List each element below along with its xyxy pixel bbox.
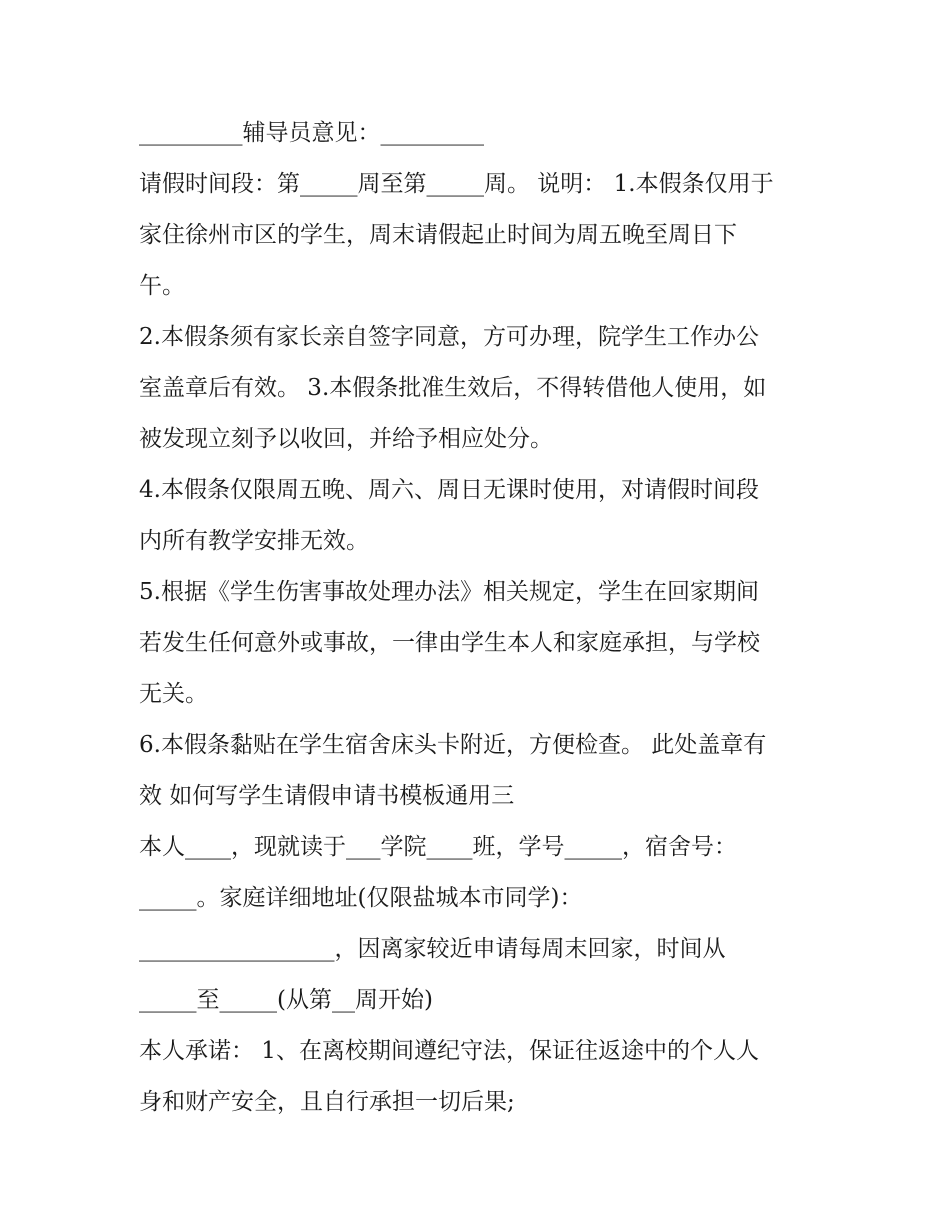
text-line: 2.本假条须有家长亲自签字同意，方可办理，院学生工作办公 <box>139 324 759 350</box>
text-line: 身和财产安全，且自行承担一切后果; <box>139 1089 515 1115</box>
text-line: 被发现立刻予以收回，并给予相应处分。 <box>139 426 553 452</box>
text-line: 5.根据《学生伤害事故处理办法》相关规定，学生在回家期间 <box>139 579 759 605</box>
text-line: 内所有教学安排无效。 <box>139 528 369 554</box>
text-line: _________________，因离家较近申请每周末回家，时间从 <box>139 936 726 962</box>
text-line: 本人承诺： 1、在离校期间遵纪守法，保证往返途中的个人人 <box>139 1038 759 1064</box>
text-line: 本人____，现就读于___学院____班，学号_____，宿舍号： <box>139 834 737 860</box>
text-line: _____至_____(从第__周开始) <box>139 987 433 1013</box>
text-line: 4.本假条仅限周五晚、周六、周日无课时使用，对请假时间段 <box>139 477 759 503</box>
text-line: _____。家庭详细地址(仅限盐城本市同学)： <box>139 885 583 911</box>
text-line: 6.本假条黏贴在学生宿舍床头卡附近，方便检查。 此处盖章有 <box>139 732 767 758</box>
text-line: 家住徐州市区的学生，周末请假起止时间为周五晚至周日下 <box>139 222 737 248</box>
text-line: 无关。 <box>139 681 208 707</box>
text-line: 请假时间段：第_____周至第_____周。 说明： 1.本假条仅用于 <box>139 171 774 197</box>
document-body <box>139 108 819 1128</box>
text-line: _________辅导员意见：_________ <box>139 120 484 146</box>
text-line: 效 如何写学生请假申请书模板通用三 <box>139 783 515 809</box>
text-line: 若发生任何意外或事故，一律由学生本人和家庭承担，与学校 <box>139 630 760 656</box>
text-line: 午。 <box>139 273 185 299</box>
text-line: 室盖章后有效。 3.本假条批准生效后，不得转借他人使用，如 <box>139 375 767 401</box>
